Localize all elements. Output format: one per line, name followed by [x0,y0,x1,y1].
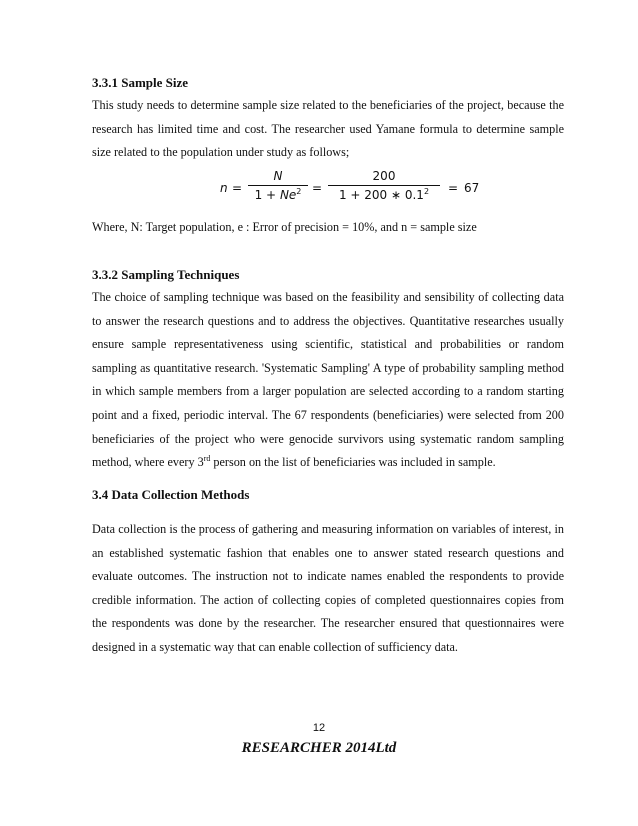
section-3-3-2 [92,266,564,475]
formula-note: Where, N: Target population, e : Error of precision = 10%, and n = sample size [92,220,477,234]
publisher-footer: RESEARCHER 2014Ltd [241,740,397,756]
fraction-bar [328,185,440,186]
section-3-4 [92,486,564,660]
formula-result: 67 [464,181,480,195]
fraction-numerator: 200 [372,169,396,183]
fraction-bar [248,185,308,186]
page-number: 12 [312,722,326,734]
formula-fraction-1 [248,168,308,203]
formula-note-block [92,216,564,240]
section-heading: 3.4 Data Collection Methods [92,487,250,502]
section-paragraph: The choice of sampling technique was based on the feasibility and sensibility of collecting data to answer the research questions and to address the objectives. Quantitative researches usually ensure sample representativeness using scientific, statistical and probabilities or random sampling as quantitative research. 'Systematic Sampling' A type of probability sampling method in which sample members from a larger population are selected according to a random starting point and a fixed, periodic interval. The 67 respondents (beneficiaries) were selected from 200 beneficiaries of the project who were genocide survivors using systematic random sampling method, where every 3rd person on the list of beneficiaries was included in sample. [92,290,564,470]
fraction-denominator: 1 + 200 ∗ $0.1^2$ [338,187,430,202]
section-3-3-1 [92,74,564,165]
section-paragraph: Data collection is the process of gathering and measuring information on variables of interest, in an established systematic fashion that enables one to answer stated research questions and evaluate outcomes. The instruction not to indicate names enabled the respondents to provide credible information. The action of collecting copies of completed questionnaires copies from the respondents was done by the researcher. The researcher ensured that questionnaires were designed in a systematic way that can enable collection of sufficiency data. [92,522,564,654]
section-heading: 3.3.1 Sample Size [92,75,189,90]
section-paragraph: This study needs to determine sample size related to the beneficiaries of the project, because the research has limited time and cost. The researcher used Yamane formula to determine sample size related to the population under study as follows; [92,98,564,160]
yamane-formula [220,168,550,212]
formula-fraction-2 [328,168,440,203]
section-heading: 3.3.2 Sampling Techniques [92,267,240,282]
formula-equals: = [232,181,243,195]
fraction-denominator: $1 + Ne^2$ [254,187,302,202]
formula-lhs: n [220,181,228,195]
formula-equals: = [312,181,323,195]
formula-equals: = [448,181,459,195]
fraction-numerator: N [273,169,283,183]
